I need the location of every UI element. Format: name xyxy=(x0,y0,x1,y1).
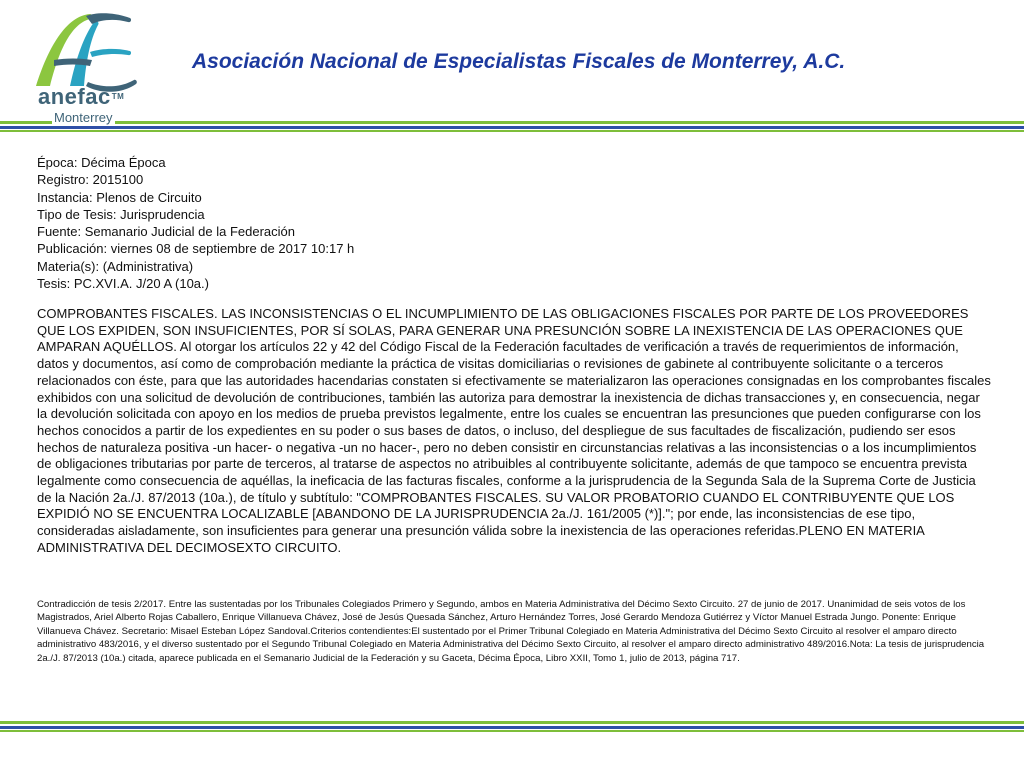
meta-publicacion: Publicación: viernes 08 de septiembre de 2017 10:17 h xyxy=(37,241,355,257)
meta-registro: Registro: 2015100 xyxy=(37,172,144,188)
header-divider xyxy=(0,121,1024,133)
brand-name-text: anefac xyxy=(38,84,111,109)
precedent-note: Contradicción de tesis 2/2017. Entre las sustentadas por los Tribunales Colegiados Primero y Segundo, ambos en Materia Administrativa del Décimo Sexto Circuito. 27 de junio de 2017. Unanimidad de seis votos de los Magistrados, Ariel Alberto Rojas Caballero, Enrique Villanueva Chávez, José de Jesús Quesada Sánchez, Arturo Hernández Torres, José Gerardo Mendoza Gutiérrez y Víctor Manuel Estrada Jungo. Ponente: Enrique Villanueva Chávez. Secretario: Misael Esteban López Sandoval.Criterios contendientes:El sustentado por el Primer Tribunal Colegiado en Materia Administrativa del Décimo Sexto Circuito al resolver el amparo directo administrativo 483/2016, y el diverso sustentado por el Segundo Tribunal Colegiado en Materia Administrativa del Décimo Sexto Circuito, al resolver el amparo directo administrativo 489/2016.Nota: La tesis de jurisprudencia 2a./J. 87/2013 (10a.) citada, aparece publicada en el Semanario Judicial de la Federación y su Gaceta, Décima Época, Libro XXII, Tomo 1, julio de 2013, página 717. xyxy=(37,599,985,664)
meta-tesis: Tesis: PC.XVI.A. J/20 A (10a.) xyxy=(37,276,209,292)
brand-trademark: TM xyxy=(111,92,125,101)
meta-epoca: Época: Décima Época xyxy=(37,155,166,170)
meta-tipo: Tipo de Tesis: Jurisprudencia xyxy=(37,206,205,222)
header xyxy=(0,0,1024,130)
thesis-metadata xyxy=(37,154,997,292)
meta-instancia: Instancia: Plenos de Circuito xyxy=(37,189,202,205)
meta-materia: Materia(s): (Administrativa) xyxy=(37,258,194,274)
brand-name xyxy=(38,86,124,108)
thesis-body: COMPROBANTES FISCALES. LAS INCONSISTENCIAS O EL INCUMPLIMIENTO DE LAS OBLIGACIONES FISCALES POR PARTE DE LOS PROVEEDORES QUE LOS EXPIDEN, SON INSUFICIENTES, POR SÍ SOLAS, PARA GENERAR UNA PRESUNCIÓN SOBRE LA INEXISTENCIA DE LAS OPERACIONES QUE AMPARAN AQUÉLLOS. Al otorgar los artículos 22 y 42 del Código Fiscal de la Federación facultades de verificación a través de requerimientos de información, datos y documentos, así como de comprobación mediante la práctica de visitas domiciliarias o revisiones de gabinete al contribuyente solicitante o a terceros relacionados con éste, para que las autoridades hacendarias constaten si efectivamente se materializaron las operaciones consignadas en los comprobantes fiscales exhibidos con una solicitud de devolución de contribuciones, también las autoriza para demostrar la inexistencia de dichas transacciones y, en consecuencia, negar la devolución solicitada con apoyo en los medios de prueba previstos legalmente, entre los cuales se encuentran las presunciones que pueden configurarse con los hechos conocidos a partir de los expedientes en su poder o sus bases de datos, o incluso, del despliegue de sus facultades de fiscalización, pudiendo ser esos hechos de naturaleza positiva -un hacer- o negativa -un no hacer-, pero no deben consistir en circunstancias relativas a las inconsistencias o a los incumplimientos de obligaciones tributarias por parte de terceros, al tratarse de aspectos no atribuibles al contribuyente solicitante, además de que tampoco se encuentra prevista legalmente como consecuencia de aquéllas, la ineficacia de las facturas fiscales, conforme a la jurisprudencia de la Segunda Sala de la Suprema Corte de Justicia de la Nación 2a./J. 87/2013 (10a.), de título y subtítulo: "COMPROBANTES FISCALES. SU VALOR PROBATORIO CUANDO EL CONTRIBUYENTE QUE LOS EXPIDIÓ NO SE ENCUENTRA LOCALIZABLE [ABANDONO DE LA JURISPRUDENCIA 2a./J. 161/2005 (*)]."; por ende, las inconsistencias de ese tipo, consideradas aisladamente, son insuficientes para generar una presunción válida sobre la inexistencia de las operaciones referidas.PLENO EN MATERIA ADMINISTRATIVA DEL DECIMOSEXTO CIRCUITO. xyxy=(37,306,991,555)
organization-title: Asociación Nacional de Especialistas Fiscales de Monterrey, A.C. xyxy=(192,50,846,73)
footer-divider xyxy=(0,721,1024,733)
brand-city: Monterrey xyxy=(54,110,113,125)
meta-fuente: Fuente: Semanario Judicial de la Federación xyxy=(37,224,295,240)
